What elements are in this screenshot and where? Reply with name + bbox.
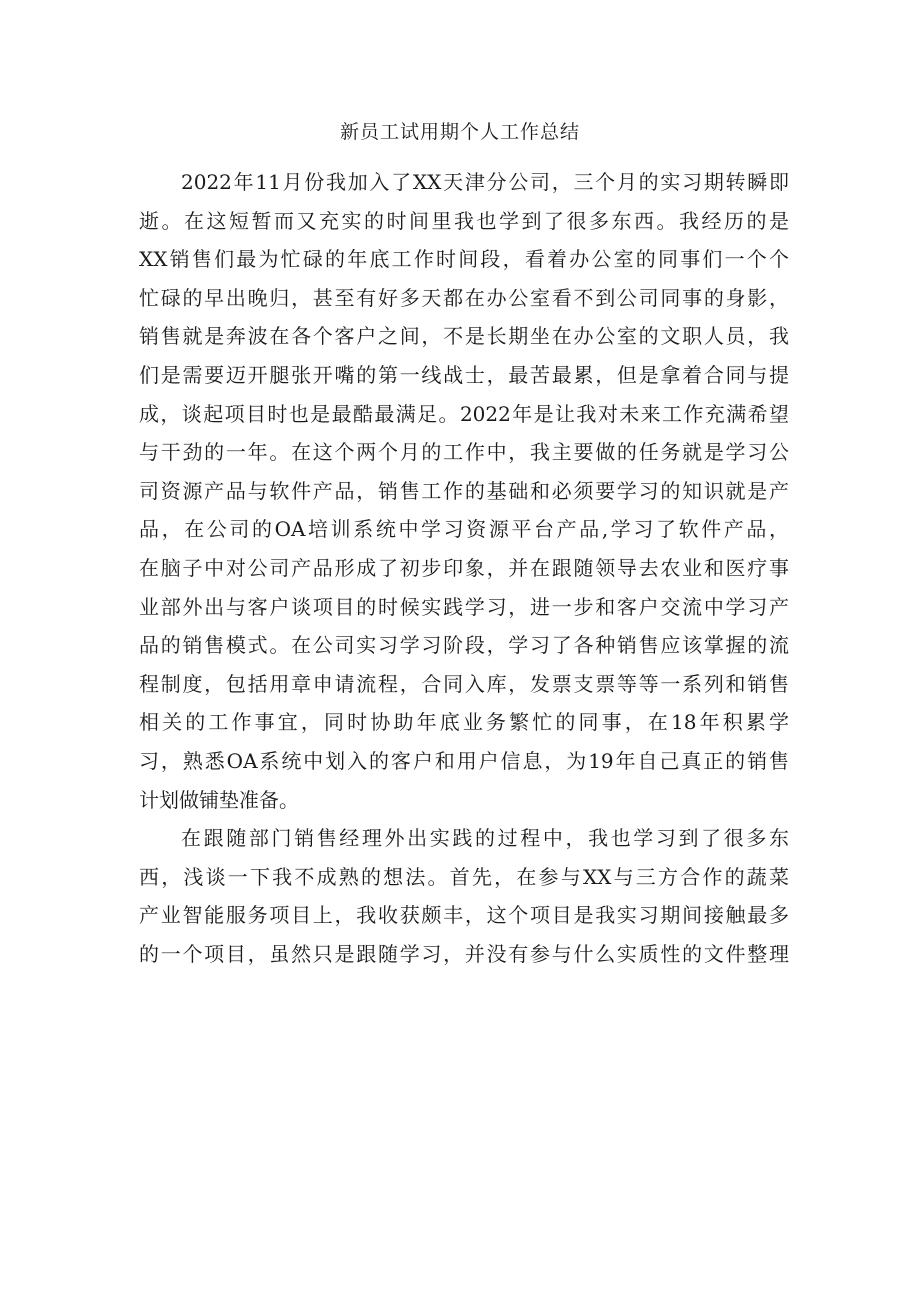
paragraph-1-line: 司资源产品与软件产品，销售工作的基础和必须要学习的知识就是产 (139, 478, 789, 503)
document-body (139, 163, 789, 973)
paragraph-1-line: 成，谈起项目时也是最酷最满足。2022年是让我对未来工作充满希望 (139, 401, 789, 426)
paragraph-1-line: 品，在公司的OA培训系统中学习资源平台产品,学习了软件产品， (139, 517, 789, 542)
paragraph-1-line: 程制度，包括用章申请流程，合同入库，发票支票等等一系列和销售 (139, 671, 789, 696)
paragraph-1-line: 们是需要迈开腿张开嘴的第一线战士，最苦最累，但是拿着合同与提 (139, 362, 789, 387)
paragraph-1-line: 与干劲的一年。在这个两个月的工作中，我主要做的任务就是学习公 (139, 440, 789, 465)
paragraph-1-line: 品的销售模式。在公司实习学习阶段，学习了各种销售应该掌握的流 (139, 633, 789, 658)
paragraph-1-line: 在脑子中对公司产品形成了初步印象，并在跟随领导去农业和医疗事 (139, 555, 789, 580)
paragraph-2-line: 西，浅谈一下我不成熟的想法。首先，在参与XX与三方合作的蔬菜 (139, 864, 789, 889)
paragraph-1-line: 业部外出与客户谈项目的时候实践学习，进一步和客户交流中学习产 (139, 594, 789, 619)
paragraph-1-line: 2022年11月份我加入了XX天津分公司，三个月的实习期转瞬即 (181, 170, 789, 194)
paragraph-1-line: XX销售们最为忙碌的年底工作时间段，看着办公室的同事们一个个 (139, 247, 789, 272)
paragraph-2-line: 的一个项目，虽然只是跟随学习，并没有参与什么实质性的文件整理 (139, 941, 789, 966)
paragraph-1-line: 销售就是奔波在各个客户之间，不是长期坐在办公室的文职人员，我 (139, 324, 789, 349)
paragraph-2-line: 产业智能服务项目上，我收获颇丰，这个项目是我实习期间接触最多 (139, 903, 789, 928)
document-title: 新员工试用期个人工作总结 (339, 121, 580, 143)
paragraph-2-line: 在跟随部门销售经理外出实践的过程中，我也学习到了很多东 (181, 826, 789, 851)
paragraph-1-line: 忙碌的早出晚归，甚至有好多天都在办公室看不到公司同事的身影， (139, 285, 789, 310)
paragraph-1-line: 习，熟悉OA系统中划入的客户和用户信息，为19年自己真正的销售 (139, 748, 789, 773)
paragraph-1-line: 逝。在这短暂而又充实的时间里我也学到了很多东西。我经历的是 (139, 208, 789, 233)
paragraph-1-line: 相关的工作事宜，同时协助年底业务繁忙的同事，在18年积累学 (139, 710, 789, 735)
paragraph-1-line: 计划做铺垫准备。 (139, 787, 299, 812)
